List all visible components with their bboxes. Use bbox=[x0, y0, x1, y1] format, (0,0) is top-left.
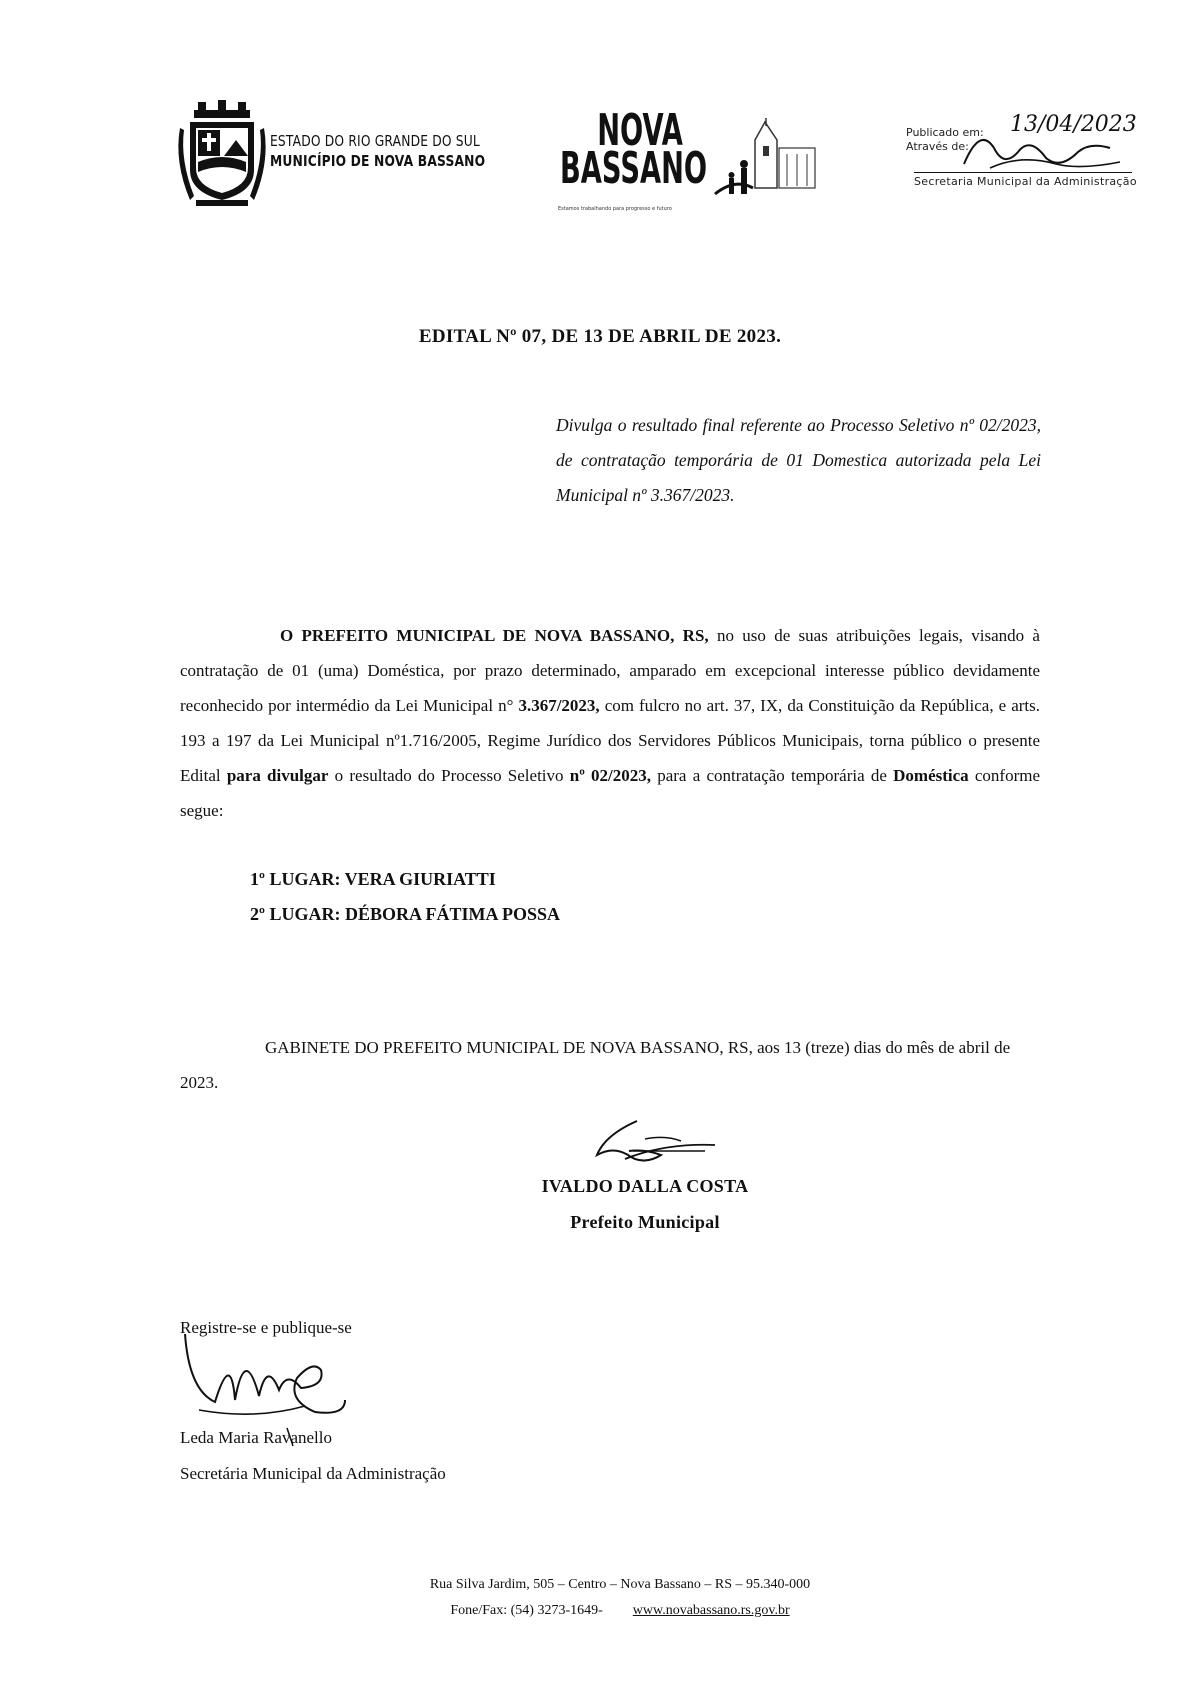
body-text-3: o resultado do Processo Seletivo bbox=[328, 766, 570, 785]
secretary-name: Leda Maria Ravanello bbox=[180, 1428, 332, 1447]
result-first-place: 1º LUGAR: VERA GIURIATTI bbox=[250, 869, 496, 889]
header-state-block bbox=[270, 131, 485, 171]
footer-contact bbox=[40, 1598, 1200, 1624]
body-lead: O PREFEITO MUNICIPAL DE NOVA BASSANO, RS, bbox=[280, 626, 709, 645]
closing-text: GABINETE DO PREFEITO MUNICIPAL DE NOVA BASSANO, RS, aos 13 (treze) dias do mês de abril de 2023. bbox=[180, 1038, 1011, 1092]
mayor-title: Prefeito Municipal bbox=[570, 1212, 720, 1232]
publication-office: Secretaria Municipal da Administração bbox=[914, 175, 1137, 188]
footer-phone: Fone/Fax: (54) 3273-1649- bbox=[450, 1603, 603, 1618]
body-law-number: 3.367/2023, bbox=[518, 696, 600, 715]
closing-statement bbox=[180, 1030, 1040, 1100]
secretary-title: Secretária Municipal da Administração bbox=[180, 1464, 446, 1483]
state-name: ESTADO DO RIO GRANDE DO SUL bbox=[270, 132, 480, 150]
page-footer bbox=[0, 1572, 1200, 1624]
logo-church-illustration-icon bbox=[705, 118, 825, 198]
body-text-5: conforme segue: bbox=[180, 766, 1041, 820]
mayor-signature-block bbox=[0, 1168, 1200, 1240]
body-text-1: no uso de suas atribuições legais, visando à contratação de 01 (uma) Doméstica, por prazo determinado, amparado em excepcional interesse público devidamente reconhecido por intermédio da Lei Municipal n° bbox=[180, 626, 1040, 715]
document-body bbox=[180, 618, 1040, 828]
municipal-coat-of-arms-icon bbox=[180, 100, 270, 210]
logo-tagline: Estamos trabalhando para progresso e futuro bbox=[558, 206, 672, 212]
publication-signature-icon bbox=[960, 118, 1130, 174]
logo-word-bassano: BASSANO bbox=[560, 143, 708, 194]
body-text-2: com fulcro no art. 37, IX, da Constituição da República, e arts. 193 a 197 da Lei Municipal nº1.716/2005, Regime Jurídico dos Servidores Públicos Municipais, torna público o presente Edital bbox=[180, 696, 1040, 785]
body-process-number: nº 02/2023, bbox=[569, 766, 651, 785]
footer-website-link[interactable]: www.novabassano.rs.gov.br bbox=[632, 1603, 790, 1618]
body-text-4: para a contratação temporária de bbox=[651, 766, 894, 785]
mayor-signature-icon bbox=[585, 1115, 725, 1170]
publication-label: Publicado em: bbox=[906, 126, 984, 139]
publication-date-handwritten: 13/04/2023 bbox=[1010, 112, 1137, 137]
logo-word-nova: NOVA bbox=[597, 105, 683, 156]
mayor-name: IVALDO DALLA COSTA bbox=[541, 1176, 749, 1196]
document-summary: Divulga o resultado final referente ao Processo Seletivo nº 02/2023, de contratação temporária de 01 Domestica autorizada pela Lei Municipal nº 3.367/2023. bbox=[556, 415, 1041, 505]
nova-bassano-logo bbox=[560, 105, 708, 194]
secretary-signature-block bbox=[180, 1420, 446, 1492]
footer-address: Rua Silva Jardim, 505 – Centro – Nova Bassano – RS – 95.340-000 bbox=[429, 1577, 811, 1592]
body-purpose: para divulgar bbox=[226, 766, 329, 785]
result-second-place: 2º LUGAR: DÉBORA FÁTIMA POSSA bbox=[250, 904, 560, 924]
body-role: Doméstica bbox=[893, 766, 969, 785]
document-title: EDITAL Nº 07, DE 13 DE ABRIL DE 2023. bbox=[418, 326, 782, 347]
publication-via: Através de: bbox=[906, 140, 969, 153]
results-list bbox=[250, 862, 560, 932]
municipality-name: MUNICÍPIO DE NOVA BASSANO bbox=[270, 152, 486, 170]
register-note: Registre-se e publique-se bbox=[180, 1318, 352, 1337]
publication-divider bbox=[914, 172, 1132, 173]
